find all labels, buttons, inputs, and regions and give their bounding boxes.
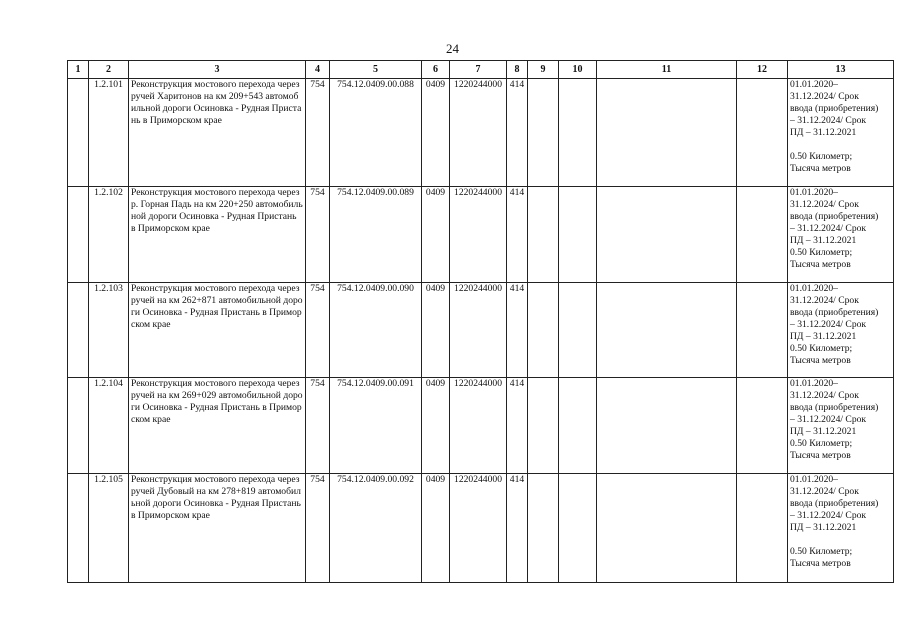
cell-col10 bbox=[559, 378, 597, 474]
cell-col11 bbox=[597, 283, 737, 378]
column-header: 1 bbox=[68, 61, 89, 79]
cell-deadlines: 01.01.2020– 31.12.2024/ Срок ввода (приобретения) – 31.12.2024/ Срок ПД – 31.12.2021 0.50 Километр; Тысяча метров bbox=[788, 79, 894, 187]
cell-col9 bbox=[528, 378, 559, 474]
cell-object-name: Реконструкция мостового перехода через ручей на км 269+029 автомобильной дороги Осиновка - Рудная Пристань в Приморском крае bbox=[129, 378, 306, 474]
column-header: 6 bbox=[422, 61, 450, 79]
table-row bbox=[68, 187, 894, 283]
cell-col7: 1220244000 bbox=[450, 79, 507, 187]
cell-col1 bbox=[68, 79, 89, 187]
cell-col12 bbox=[737, 283, 788, 378]
cell-col5: 754.12.0409.00.090 bbox=[330, 283, 422, 378]
page-number: 24 bbox=[446, 41, 459, 56]
cell-col7: 1220244000 bbox=[450, 187, 507, 283]
cell-deadlines: 01.01.2020– 31.12.2024/ Срок ввода (приобретения) – 31.12.2024/ Срок ПД – 31.12.2021 0.50 Километр; Тысяча метров bbox=[788, 187, 894, 283]
cell-col4: 754 bbox=[306, 187, 330, 283]
cell-col10 bbox=[559, 187, 597, 283]
column-header: 7 bbox=[450, 61, 507, 79]
cell-number: 1.2.104 bbox=[89, 378, 129, 474]
cell-deadlines: 01.01.2020– 31.12.2024/ Срок ввода (приобретения) – 31.12.2024/ Срок ПД – 31.12.2021 0.50 Километр; Тысяча метров bbox=[788, 283, 894, 378]
column-header: 12 bbox=[737, 61, 788, 79]
cell-col5: 754.12.0409.00.092 bbox=[330, 474, 422, 583]
cell-col12 bbox=[737, 474, 788, 583]
table-row bbox=[68, 378, 894, 474]
cell-col6: 0409 bbox=[422, 474, 450, 583]
header-row bbox=[68, 61, 894, 79]
cell-col9 bbox=[528, 474, 559, 583]
cell-col12 bbox=[737, 378, 788, 474]
cell-col7: 1220244000 bbox=[450, 283, 507, 378]
cell-deadlines: 01.01.2020– 31.12.2024/ Срок ввода (приобретения) – 31.12.2024/ Срок ПД – 31.12.2021 0.50 Километр; Тысяча метров bbox=[788, 378, 894, 474]
cell-number: 1.2.101 bbox=[89, 79, 129, 187]
cell-col4: 754 bbox=[306, 283, 330, 378]
table-row bbox=[68, 474, 894, 583]
cell-col8: 414 bbox=[507, 187, 528, 283]
cell-col11 bbox=[597, 187, 737, 283]
cell-col11 bbox=[597, 378, 737, 474]
cell-col10 bbox=[559, 79, 597, 187]
cell-col12 bbox=[737, 79, 788, 187]
column-header: 9 bbox=[528, 61, 559, 79]
cell-col6: 0409 bbox=[422, 79, 450, 187]
cell-object-name: Реконструкция мостового перехода через ручей Дубовый на км 278+819 автомобильной дороги Осиновка - Рудная Пристань в Приморском крае bbox=[129, 474, 306, 583]
cell-col10 bbox=[559, 283, 597, 378]
table-row bbox=[68, 79, 894, 187]
column-header: 3 bbox=[129, 61, 306, 79]
cell-col7: 1220244000 bbox=[450, 378, 507, 474]
column-header: 13 bbox=[788, 61, 894, 79]
cell-col12 bbox=[737, 187, 788, 283]
cell-col11 bbox=[597, 474, 737, 583]
cell-col8: 414 bbox=[507, 283, 528, 378]
column-header: 10 bbox=[559, 61, 597, 79]
cell-col6: 0409 bbox=[422, 187, 450, 283]
cell-col7: 1220244000 bbox=[450, 474, 507, 583]
column-header: 4 bbox=[306, 61, 330, 79]
cell-deadlines: 01.01.2020– 31.12.2024/ Срок ввода (приобретения) – 31.12.2024/ Срок ПД – 31.12.2021 0.50 Километр; Тысяча метров bbox=[788, 474, 894, 583]
cell-col4: 754 bbox=[306, 378, 330, 474]
cell-col8: 414 bbox=[507, 474, 528, 583]
cell-number: 1.2.102 bbox=[89, 187, 129, 283]
cell-col10 bbox=[559, 474, 597, 583]
budget-table bbox=[67, 60, 894, 583]
cell-col8: 414 bbox=[507, 378, 528, 474]
cell-col1 bbox=[68, 474, 89, 583]
cell-col11 bbox=[597, 79, 737, 187]
cell-number: 1.2.105 bbox=[89, 474, 129, 583]
cell-col5: 754.12.0409.00.088 bbox=[330, 79, 422, 187]
cell-col6: 0409 bbox=[422, 283, 450, 378]
column-header: 8 bbox=[507, 61, 528, 79]
cell-col9 bbox=[528, 187, 559, 283]
column-header: 5 bbox=[330, 61, 422, 79]
cell-object-name: Реконструкция мостового перехода через ручей Харитонов на км 209+543 автомобильной дороги Осиновка - Рудная Пристань в Приморском крае bbox=[129, 79, 306, 187]
cell-col1 bbox=[68, 378, 89, 474]
table-row bbox=[68, 283, 894, 378]
cell-col5: 754.12.0409.00.091 bbox=[330, 378, 422, 474]
cell-col1 bbox=[68, 187, 89, 283]
cell-col1 bbox=[68, 283, 89, 378]
cell-col9 bbox=[528, 79, 559, 187]
cell-col4: 754 bbox=[306, 79, 330, 187]
cell-col9 bbox=[528, 283, 559, 378]
column-header: 11 bbox=[597, 61, 737, 79]
cell-col6: 0409 bbox=[422, 378, 450, 474]
cell-col8: 414 bbox=[507, 79, 528, 187]
cell-number: 1.2.103 bbox=[89, 283, 129, 378]
cell-object-name: Реконструкция мостового перехода через ручей на км 262+871 автомобильной дороги Осиновка - Рудная Пристань в Приморском крае bbox=[129, 283, 306, 378]
column-header: 2 bbox=[89, 61, 129, 79]
cell-object-name: Реконструкция мостового перехода через р. Горная Падь на км 220+250 автомобильной дороги Осиновка - Рудная Пристань в Приморском крае bbox=[129, 187, 306, 283]
cell-col4: 754 bbox=[306, 474, 330, 583]
cell-col5: 754.12.0409.00.089 bbox=[330, 187, 422, 283]
